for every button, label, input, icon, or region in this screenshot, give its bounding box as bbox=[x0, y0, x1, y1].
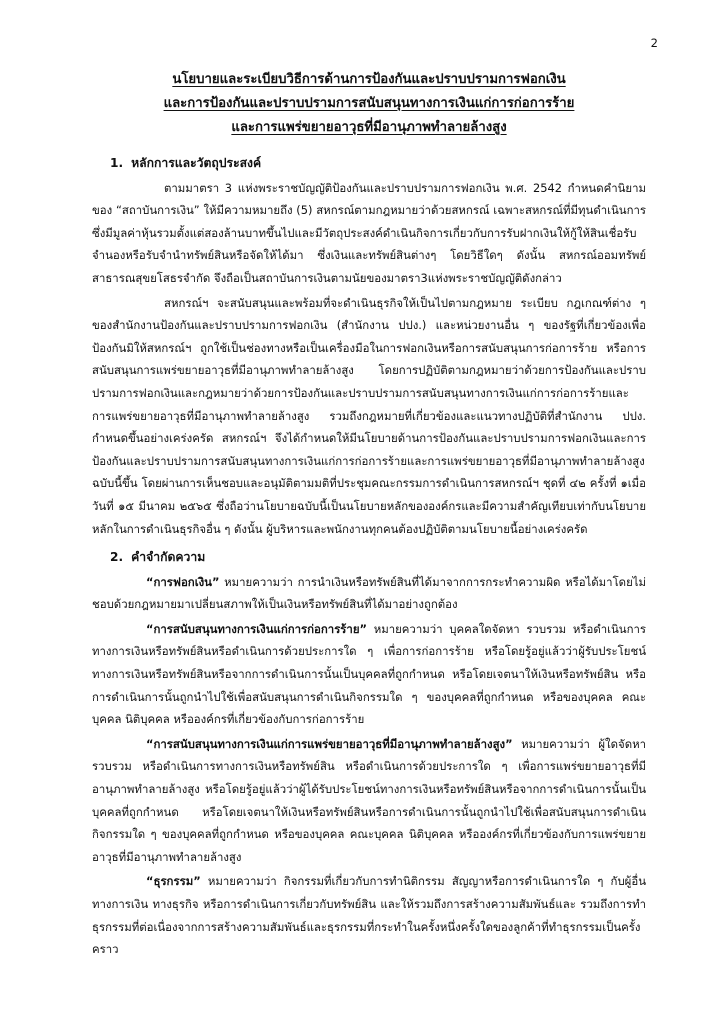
document-title-line-3: และการแพร่ขยายอาวุธที่มีอานุภาพทำลายล้างสูง bbox=[231, 120, 507, 135]
document-title-block bbox=[92, 68, 646, 140]
section-1-title: หลักการและวัตถุประสงค์ bbox=[131, 156, 262, 170]
definition-proliferation-financing bbox=[92, 733, 646, 869]
definition-text: หมายความว่า กิจกรรมที่เกี่ยวกับการทำนิติกรรม สัญญาหรือการดำเนินการใด ๆ กับผู้อื่นทางการเงิน ทางธุรกิจ หรือการดำเนินการเกี่ยวกับทรัพย์สิน และให้รวมถึงการสร้างความสัมพันธ์และ รวมถึงการทำธุรกรรมที่ต่อเนื่องจากการสร้างความสัมพันธ์และธุรกรรมที่กระทำในครั้งหนึ่งครั้งใดของลูกค้าที่ทำธุรกรรมเป็นครั้งคราว bbox=[92, 874, 646, 957]
section-1-number: 1. bbox=[110, 156, 124, 170]
definition-money-laundering bbox=[92, 571, 646, 616]
section-2-heading bbox=[110, 546, 646, 569]
document-title-line-1: นโยบายและระเบียบวิธีการด้านการป้องกันและปราบปรามการฟอกเงิน bbox=[172, 72, 566, 87]
section-2-number: 2. bbox=[110, 550, 124, 565]
definition-text: หมายความว่า การนำเงินหรือทรัพย์สินที่ได้มาจากการกระทำความผิด หรือได้มาโดยไม่ชอบด้วยกฎหมายมาเปลี่ยนสภาพให้เป็นเงินหรือทรัพย์สินที่ได้มาอย่างถูกต้อง bbox=[92, 574, 646, 612]
definition-text: หมายความว่า บุคคลใดจัดหา รวบรวม หรือดำเนินการทางการเงินหรือทรัพย์สินหรือดำเนินการด้วยประการใด ๆ เพื่อการก่อการร้าย หรือโดยรู้อยู่แล้วว่าผู้รับประโยชน์ทางการเงินหรือทรัพย์สินหรือจากการดำเนินการนั้นเป็นบุคคลที่ถูกกำหนด หรือโดยเจตนาให้เงินหรือทรัพย์สิน หรือการดำเนินการนั้นถูกนำไปใช้เพื่อสนับสนุนการดำเนินกิจกรรมใด ๆ ของบุคคลที่ถูกกำหนด หรือของบุคคล คณะบุคคล นิติบุคคล หรือองค์กรที่เกี่ยวข้องกับการก่อการร้าย bbox=[92, 621, 646, 727]
section-2-title: คำจำกัดความ bbox=[131, 550, 206, 565]
definition-term: “การสนับสนุนทางการเงินแก่การก่อการร้าย” bbox=[146, 621, 367, 636]
page-number: 2 bbox=[650, 36, 658, 50]
definition-term: “การสนับสนุนทางการเงินแก่การแพร่ขยายอาวุธที่มีอานุภาพทำลายล้างสูง” bbox=[146, 736, 513, 751]
definition-transaction bbox=[92, 870, 646, 960]
definition-terrorism-financing bbox=[92, 618, 646, 731]
section-1-paragraph-2: สหกรณ์ฯ จะสนับสนุนและพร้อมที่จะดำเนินธุรกิจให้เป็นไปตามกฎหมาย ระเบียบ กฎเกณฑ์ต่าง ๆ ของสำนักงานป้องกันและปราบปรามการฟอกเงิน (สำนักงาน ปปง.) และหน่วยงานอื่น ๆ ของรัฐที่เกี่ยวข้องเพื่อป้องกันมิให้สหกรณ์ฯ ถูกใช้เป็นช่องทางหรือเป็นเครื่องมือในการฟอกเงินหรือการสนับสนุนการก่อการร้าย หรือการสนับสนุนการแพร่ขยายอาวุธที่มีอานุภาพทำลายล้างสูง โดยการปฏิบัติตามกฎหมายว่าด้วยการป้องกันและปราบปรามการฟอกเงินและกฎหมายว่าด้วยการป้องกันและปราบปรามการสนับสนุนทางการเงินแก่การก่อการร้ายและการแพร่ขยายอาวุธที่มีอานุภาพทำลายล้างสูง รวมถึงกฎหมายที่เกี่ยวข้องและแนวทางปฏิบัติที่สำนักงาน ปปง. กำหนดขึ้นอย่างเคร่งครัด สหกรณ์ฯ จึงได้กำหนดให้มีนโยบายด้านการป้องกันและปราบปรามการฟอกเงินและการป้องกันและปราบปรามการสนับสนุนทางการเงินแก่การก่อการร้ายและการแพร่ขยายอาวุธที่มีอานุภาพทำลายล้างสูง ฉบับนี้ขึ้น โดยผ่านการเห็นชอบและอนุมัติตามมติที่ประชุมคณะกรรมการดำเนินการสหกรณ์ฯ ชุดที่ ๔๒ ครั้งที่ ๑เมื่อวันที่ ๑๕ มีนาคม ๒๕๖๕ ซึ่งถือว่านโยบายฉบับนี้เป็นนโยบายหลักขององค์กรและมีความสำคัญเทียบเท่ากับนโยบายหลักในการดำเนินธุรกิจอื่น ๆ ดังนั้น ผู้บริหารและพนักงานทุกคนต้องปฏิบัติตามนโยบายนี้อย่างเคร่งครัด bbox=[92, 295, 646, 536]
definition-term: “การฟอกเงิน” bbox=[146, 574, 220, 589]
definition-term: “ธุรกรรม” bbox=[146, 874, 201, 889]
definition-text: หมายความว่า ผู้ใดจัดหา รวบรวม หรือดำเนินการทางการเงินหรือทรัพย์สิน หรือดำเนินการด้วยประการใด ๆ เพื่อการแพร่ขยายอาวุธที่มีอานุภาพทำลายล้างสูง หรือโดยรู้อยู่แล้วว่าผู้ได้รับประโยชน์ทางการเงินหรือทรัพย์สินหรือจากการดำเนินการนั้นเป็นบุคคลที่ถูกกำหนด หรือโดยเจตนาให้เงินหรือทรัพย์สินหรือการดำเนินการนั้นถูกนำไปใช้เพื่อสนับสนุนการดำเนินกิจกรรมใด ๆ ของบุคคลที่ถูกกำหนด หรือของบุคคล คณะบุคคล นิติบุคคล หรือองค์กรที่เกี่ยวข้องกับการแพร่ขยายอาวุธที่มีอานุภาพทำลายล้างสูง bbox=[92, 736, 646, 864]
document-title-line-2: และการป้องกันและปราบปรามการสนับสนุนทางการเงินแก่การก่อการร้าย bbox=[163, 96, 575, 111]
section-1-paragraph-1: ตามมาตรา 3 แห่งพระราชบัญญัติป้องกันและปราบปรามการฟอกเงิน พ.ศ. 2542 กำหนดคำนิยามของ “สถาบันการเงิน” ให้มีความหมายถึง (5) สหกรณ์ตามกฎหมายว่าด้วยสหกรณ์ เฉพาะสหกรณ์ที่มีทุนดำเนินการซึ่งมีมูลค่าหุ้นรวมตั้งแต่สองล้านบาทขึ้นไปและมีวัตถุประสงค์ดำเนินกิจการเกี่ยวกับการรับฝากเงินให้กู้ให้สินเชื่อรับจำนองหรือรับจำนำทรัพย์สินหรือจัดให้ได้มา ซึ่งเงินและทรัพย์สินต่างๆ โดยวิธีใดๆ ดังนั้น สหกรณ์ออมทรัพย์สาธารณสุขยโสธรจำกัด จึงถือเป็นสถาบันการเงินตามนัยของมาตรา3แห่งพระราชบัญญัติดังกล่าว bbox=[92, 180, 646, 285]
section-1-heading bbox=[110, 152, 646, 175]
